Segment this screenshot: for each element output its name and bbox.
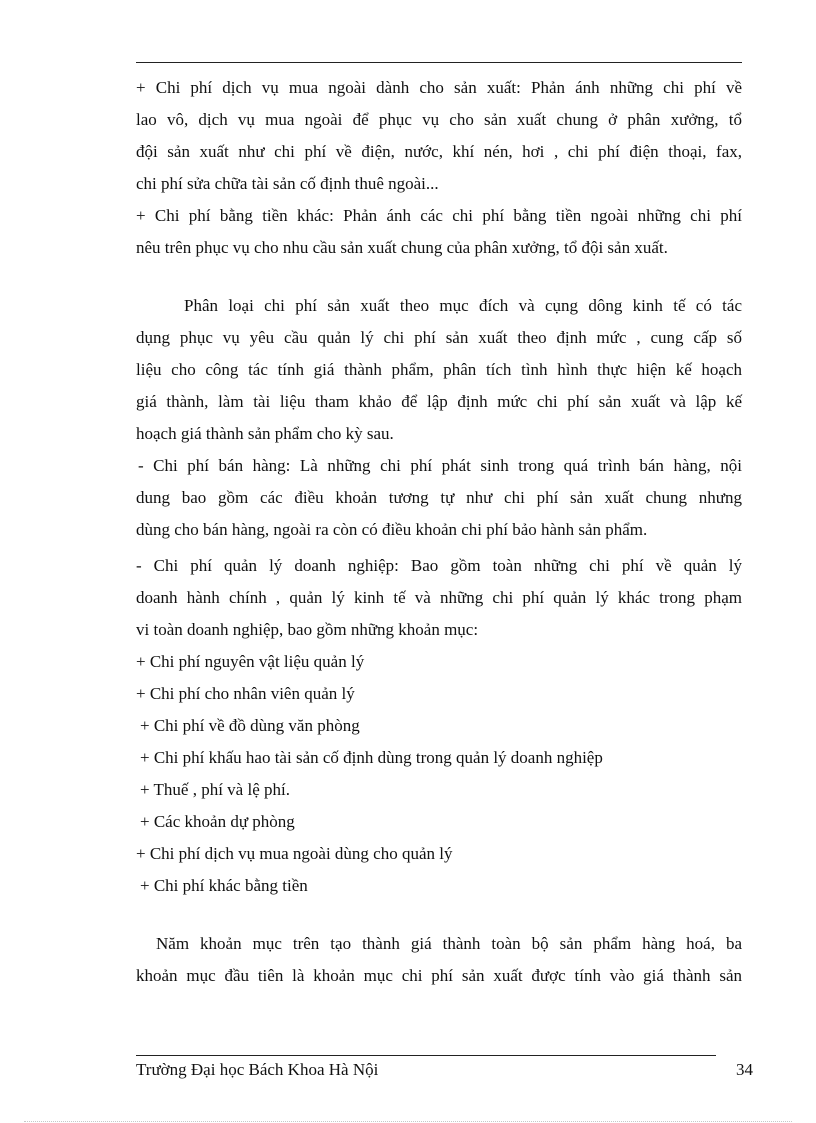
paragraph-summary [136, 928, 742, 992]
text-line: doanh hành chính , quản lý kinh tế và những chi phí quản lý khác trong phạm [136, 588, 742, 607]
text-line: dụng phục vụ yêu cầu quản lý chi phí sản xuất theo định mức , cung cấp số [136, 328, 742, 347]
text-line: + Chi phí bằng tiền khác: Phản ánh các chi phí bằng tiền ngoài những chi phí [136, 206, 742, 225]
list-item: + Chi phí khấu hao tài sản cố định dùng trong quản lý doanh nghiệp [140, 748, 603, 767]
list-item: + Chi phí về đồ dùng văn phòng [140, 716, 360, 735]
text-line: lao vô, dịch vụ mua ngoài để phục vụ cho sản xuất chung ở phân xưởng, tổ [136, 110, 742, 129]
list-item: + Các khoản dự phòng [140, 812, 295, 831]
text-line: vi toàn doanh nghiệp, bao gồm những khoản mục: [136, 620, 479, 639]
list-item: + Chi phí khác bằng tiền [140, 876, 308, 895]
expense-item-list [136, 646, 742, 902]
text-line: chi phí sửa chữa tài sản cố định thuê ngoài... [136, 174, 439, 193]
text-line: khoản mục đầu tiên là khoản mục chi phí sản xuất được tính vào giá thành sản [136, 966, 742, 985]
text-line: dung bao gồm các điều khoản tương tự như chi phí sản xuất chung nhưng [136, 488, 742, 507]
text-line: liệu cho công tác tính giá thành phẩm, phân tích tình hình thực hiện kế hoạch [136, 360, 742, 379]
list-item: + Chi phí cho nhân viên quản lý [136, 684, 355, 703]
text-line: - Chi phí quản lý doanh nghiệp: Bao gồm toàn những chi phí về quản lý [136, 556, 742, 575]
text-line: + Chi phí dịch vụ mua ngoài dành cho sản xuất: Phản ánh những chi phí về [136, 78, 742, 97]
text-line: - Chi phí bán hàng: Là những chi phí phát sinh trong quá trình bán hàng, nội [138, 456, 742, 475]
list-item: + Thuế , phí và lệ phí. [140, 780, 290, 799]
paragraph-selling-expenses [136, 450, 742, 546]
paragraph-outsourced-services [136, 72, 742, 200]
text-line: giá thành, làm tài liệu tham khảo để lập định mức chi phí sản xuất và lập kế [136, 392, 742, 411]
paragraph-other-cash-expenses [136, 200, 742, 264]
page-boundary [24, 1121, 792, 1122]
text-line: dùng cho bán hàng, ngoài ra còn có điều khoản chi phí bảo hành sản phẩm. [136, 520, 648, 539]
footer-institution: Trường Đại học Bách Khoa Hà Nội [136, 1060, 379, 1079]
text-line: hoạch giá thành sản phẩm cho kỳ sau. [136, 424, 394, 443]
list-item: + Chi phí dịch vụ mua ngoài dùng cho quản lý [136, 844, 453, 863]
paragraph-admin-expenses [136, 550, 742, 646]
text-line: Năm khoản mục trên tạo thành giá thành toàn bộ sản phẩm hàng hoá, ba [156, 934, 742, 953]
text-line: nêu trên phục vụ cho nhu cầu sản xuất chung của phân xưởng, tổ đội sản xuất. [136, 238, 668, 257]
text-line: đội sản xuất như chi phí về điện, nước, khí nén, hơi , chi phí điện thoại, fax, [136, 142, 742, 161]
text-line: Phân loại chi phí sản xuất theo mục đích và cụng dông kinh tế có tác [184, 296, 742, 315]
page-number: 34 [736, 1060, 753, 1079]
footer-rule [136, 1055, 716, 1056]
header-rule [136, 62, 742, 63]
list-item: + Chi phí nguyên vật liệu quản lý [136, 652, 365, 671]
paragraph-classification [136, 290, 742, 450]
page-body [136, 72, 742, 992]
